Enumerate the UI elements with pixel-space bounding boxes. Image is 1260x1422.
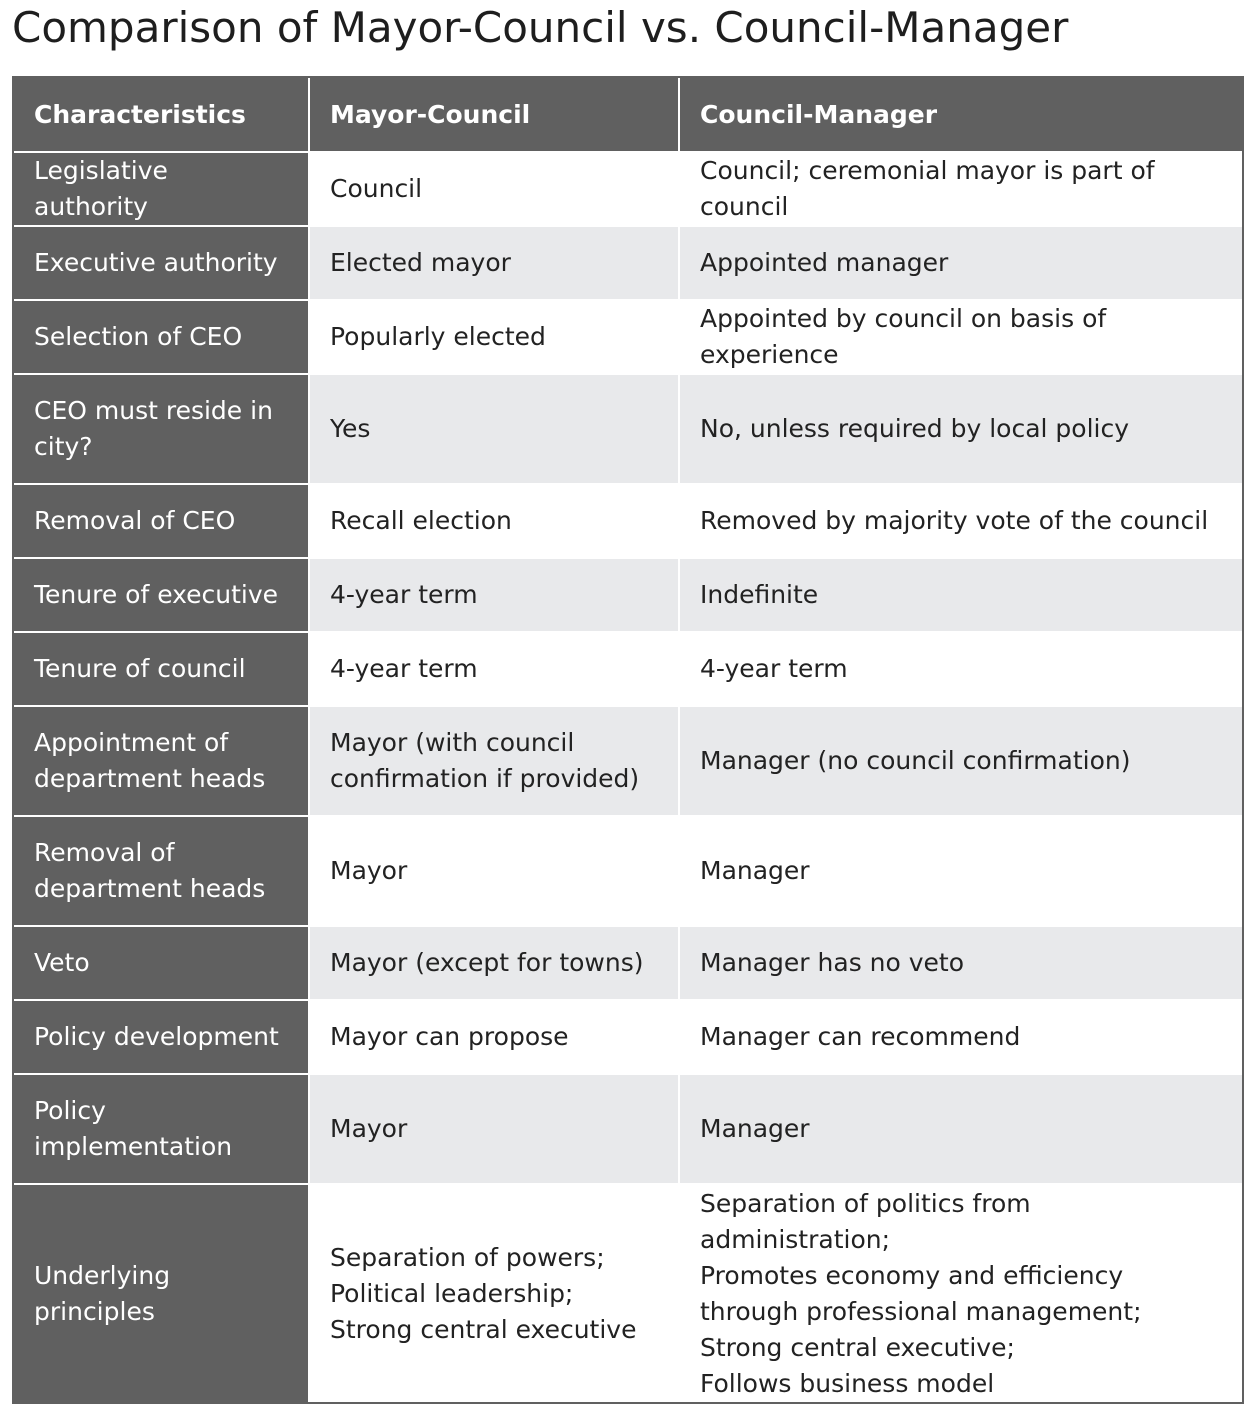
table-row (14, 300, 1242, 374)
principle-line: Promotes economy and efficiency through professional management; (700, 1260, 1142, 1326)
principle-line: Political leadership; (330, 1278, 574, 1308)
council-manager-cell: Manager (no council confirmation) (679, 706, 1242, 816)
row-characteristic: Policy implementation (14, 1074, 309, 1184)
principle-line: Separation of powers; (330, 1242, 605, 1272)
row-characteristic: Removal of department heads (14, 816, 309, 926)
header-characteristics: Characteristics (14, 78, 309, 152)
mayor-council-cell: 4-year term (309, 558, 679, 632)
council-manager-cell: Manager (679, 816, 1242, 926)
row-characteristic: Legislative authority (14, 152, 309, 226)
table-row (14, 1000, 1242, 1074)
row-characteristic: Selection of CEO (14, 300, 309, 374)
council-manager-cell (679, 1184, 1242, 1402)
council-manager-cell: Appointed by council on basis of experience (679, 300, 1242, 374)
row-characteristic: Tenure of council (14, 632, 309, 706)
council-manager-cell: No, unless required by local policy (679, 374, 1242, 484)
council-manager-cell: 4-year term (679, 632, 1242, 706)
council-manager-cell: Appointed manager (679, 226, 1242, 300)
table-row (14, 926, 1242, 1000)
table-row (14, 1184, 1242, 1402)
principle-line: Strong central executive (330, 1314, 637, 1344)
row-characteristic: CEO must reside in city? (14, 374, 309, 484)
council-manager-cell: Removed by majority vote of the council (679, 484, 1242, 558)
table-row (14, 374, 1242, 484)
row-characteristic: Executive authority (14, 226, 309, 300)
council-manager-cell: Manager (679, 1074, 1242, 1184)
table-header-row (14, 78, 1242, 152)
principle-line: Follows business model (700, 1368, 995, 1398)
mayor-council-cell: Mayor (except for towns) (309, 926, 679, 1000)
table-row (14, 816, 1242, 926)
row-characteristic: Veto (14, 926, 309, 1000)
mayor-council-cell: Mayor (309, 1074, 679, 1184)
mayor-council-cell: Mayor (309, 816, 679, 926)
mayor-council-cell: Popularly elected (309, 300, 679, 374)
header-mayor-council: Mayor-Council (309, 78, 679, 152)
row-characteristic: Policy development (14, 1000, 309, 1074)
table-row (14, 484, 1242, 558)
comparison-table (12, 76, 1244, 1404)
row-characteristic: Appointment of department heads (14, 706, 309, 816)
council-manager-cell: Manager can recommend (679, 1000, 1242, 1074)
header-council-manager: Council-Manager (679, 78, 1242, 152)
mayor-council-cell: Mayor can propose (309, 1000, 679, 1074)
row-characteristic: Tenure of executive (14, 558, 309, 632)
principle-line: Strong central executive; (700, 1332, 1015, 1362)
mayor-council-cell: Council (309, 152, 679, 226)
table-row (14, 558, 1242, 632)
council-manager-cell: Manager has no veto (679, 926, 1242, 1000)
row-characteristic: Underlying principles (14, 1184, 309, 1402)
table-row (14, 706, 1242, 816)
council-manager-cell: Indefinite (679, 558, 1242, 632)
council-manager-cell: Council; ceremonial mayor is part of council (679, 152, 1242, 226)
mayor-council-cell: 4-year term (309, 632, 679, 706)
table-row (14, 152, 1242, 226)
principle-line: Separation of politics from administration; (700, 1188, 1031, 1254)
mayor-council-cell: Mayor (with council confirmation if provided) (309, 706, 679, 816)
table-row (14, 632, 1242, 706)
mayor-council-cell (309, 1184, 679, 1402)
page-title: Comparison of Mayor-Council vs. Council-Manager (12, 3, 1069, 52)
table-row (14, 226, 1242, 300)
mayor-council-cell: Elected mayor (309, 226, 679, 300)
row-characteristic: Removal of CEO (14, 484, 309, 558)
mayor-council-cell: Recall election (309, 484, 679, 558)
mayor-council-cell: Yes (309, 374, 679, 484)
table-row (14, 1074, 1242, 1184)
